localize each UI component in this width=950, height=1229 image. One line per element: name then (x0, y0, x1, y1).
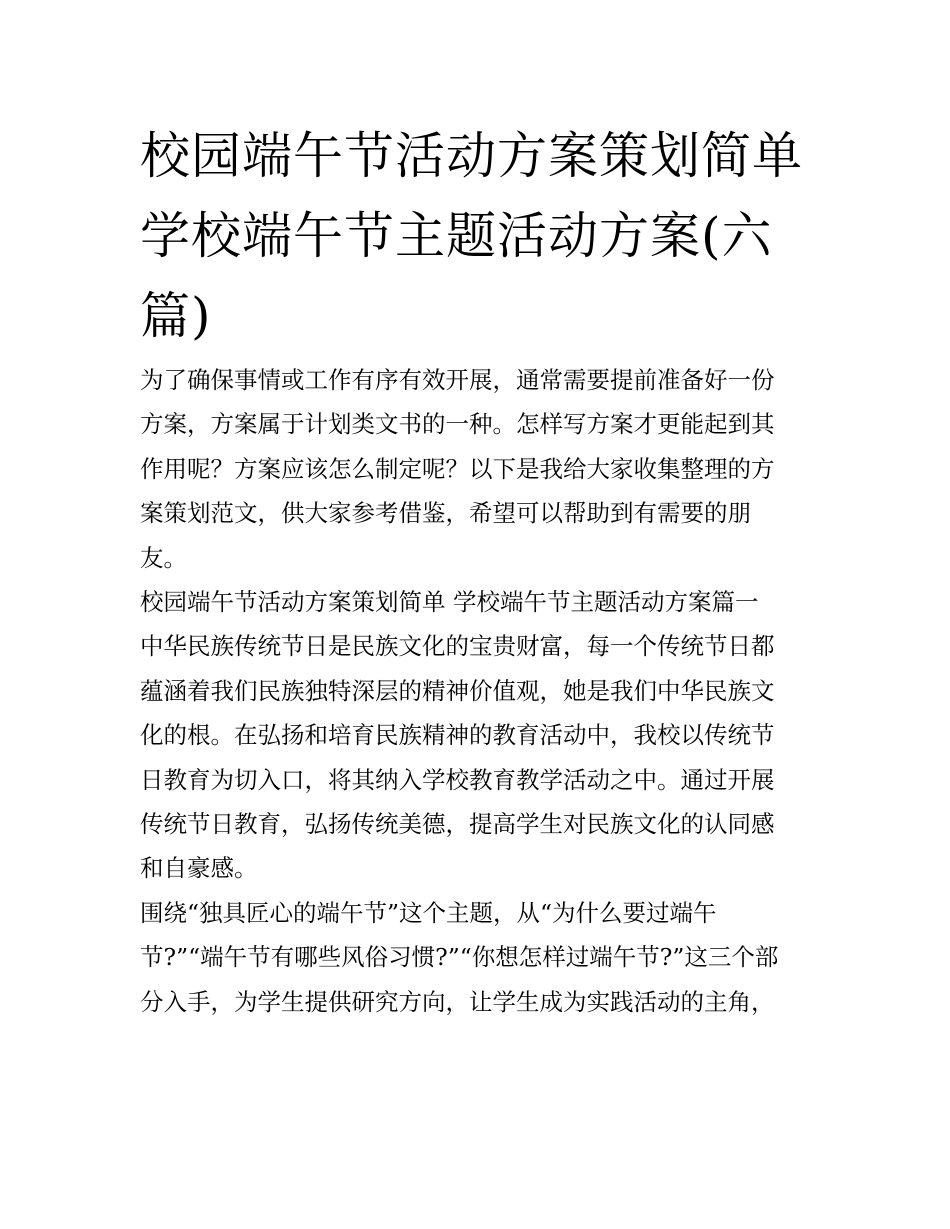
text-line: 作用呢？方案应该怎么制定呢？以下是我给大家收集整理的方 (140, 454, 775, 483)
text-line: 蕴涵着我们民族独特深层的精神价值观，她是我们中华民族文 (140, 676, 775, 705)
document-body (140, 358, 820, 1024)
text-line: 校园端午节活动方案策划简单 学校端午节主题活动方案篇一 (140, 588, 759, 617)
text-line: 节?”“端午节有哪些风俗习惯?”“你想怎样过端午节?”这三个部 (140, 943, 779, 972)
text-line: 分入手，为学生提供研究方向，让学生成为实践活动的主角， (140, 987, 775, 1016)
text-line: 方案，方案属于计划类文书的一种。怎样写方案才更能起到其 (140, 410, 775, 439)
intro-paragraph (140, 358, 820, 580)
section-heading-paragraph (140, 580, 820, 624)
text-line: 日教育为切入口，将其纳入学校教育教学活动之中。通过开展 (140, 765, 775, 794)
body-paragraph (140, 624, 820, 890)
text-line: 传统节日教育，弘扬传统美德，提高学生对民族文化的认同感 (140, 810, 775, 839)
title-line: 篇) (140, 287, 212, 345)
text-line: 中华民族传统节日是民族文化的宝贵财富，每一个传统节日都 (140, 632, 775, 661)
text-line: 案策划范文，供大家参考借鉴，希望可以帮助到有需要的朋 (140, 499, 751, 528)
title-line: 校园端午节活动方案策划简单 (140, 127, 803, 185)
text-line: 化的根。在弘扬和培育民族精神的教育活动中，我校以传统节 (140, 721, 775, 750)
text-line: 围绕“独具匠心的端午节”这个主题，从“为什么要过端午 (140, 898, 717, 927)
body-paragraph (140, 891, 820, 1024)
text-line: 友。 (140, 543, 187, 572)
document-title (140, 116, 820, 356)
text-line: 为了确保事情或工作有序有效开展，通常需要提前准备好一份 (140, 366, 775, 394)
title-line: 学校端午节主题活动方案(六 (140, 207, 773, 265)
text-line: 和自豪感。 (140, 854, 258, 883)
